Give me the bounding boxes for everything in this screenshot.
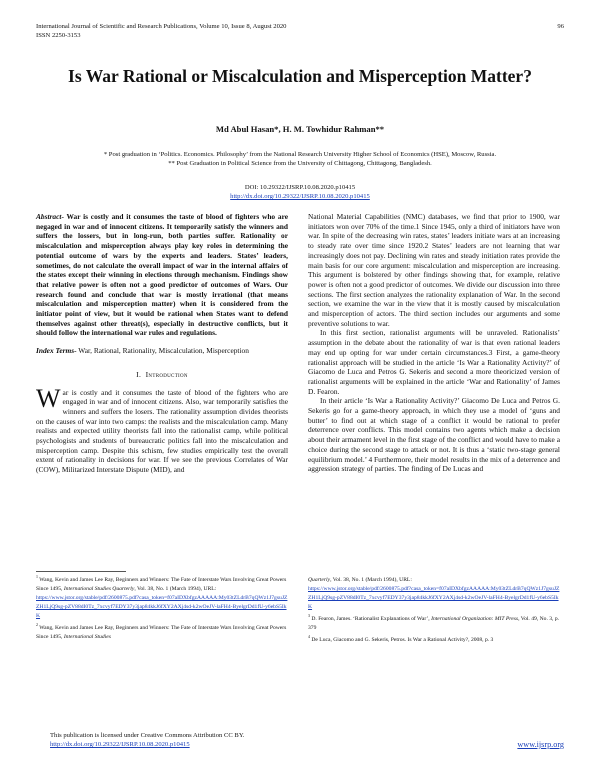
footnote-link[interactable]: https://www.jstor.org/stable/pdf/2600875.pdf?casa_token=f07aIDXbfgzAAAAA:My03tZLdrB7qQWz1J7gsuJZZH1LjQ9sg-pZV88dI0Tz_7xcvyf7EDY37y3jap84kkJ6fXY2AXj4sd-k2wOeJV-laFH4-ByelgrDd1fU-y6ebS5IkK: [308, 586, 560, 610]
right-column: [308, 212, 560, 474]
footnotes-left: [36, 576, 288, 645]
journal-site-link[interactable]: www.ijsrp.org: [517, 740, 564, 749]
section-title: Introduction: [145, 369, 188, 379]
index-terms-text: War, Rational, Rationality, Miscalculation, Misperception: [76, 346, 249, 356]
section-number: I.: [136, 369, 142, 379]
abstract: [36, 212, 288, 338]
authors: Md Abul Hasan*, H. M. Towhidur Rahman**: [215, 124, 385, 134]
section-heading: [36, 370, 288, 380]
license-footer: [50, 731, 244, 749]
abstract-label: Abstract-: [36, 212, 64, 221]
footnote: $^1$ Wang, Kevin and James Lee Ray, Beginners and Winners: The Fate of Interstate Wars Involving Great Powers Since 1495, International Studies Quarterly, Vol. 38, No. 1 (March 1994), URL: https://www.jstor.org/stable/pdf/2600875.pdf?casa_token=f07aIDXbfgzAAAAA:My03tZLdrB7qQWz1J7gsuJZZH1LjQ9sg-pZV88dI0Tz_7xcvyf7EDY37y3jap84kkJ6fXY2AXj4sd-k2wOeJV-laFH4-ByelgrDd1fU-y6ebS5IkK: [36, 575, 288, 619]
affiliation-2: ** Post Graduation in Political Science from the University of Chittagong, Chittagong, Bangladesh.: [168, 160, 432, 167]
journal-name: International Journal of Scientific and Research Publications, Volume 10, Issue 8, August 2020: [36, 23, 287, 30]
affiliation-1: * Post graduation in ‘Politics. Economics. Philosophy’ from the National Research University Higher School of Economics (HSE), Moscow, Russia.: [103, 151, 497, 158]
footnote-divider: [36, 571, 126, 572]
footnote: $^4$ De Luca, Giacomo and G. Sekeris, Petros. Is War a Rational Activity?, 2008, p. 3: [308, 635, 494, 643]
intro-text: ar is costly and it consumes the taste of blood of the fighters who are engaged in war and of innocent citizens. Also, war temporarily satisfies the winners and suffers the losers. The rationality assumption divides theorists on the causes of war into two camps: the realists and the miscalculation camp. Many realists and expected utility theorists fall into the rationalist camp, while political psychologists and students of bureaucratic politics fall into the miscalculation and misperception camp. Despite this schism, few studies empirically test the overall extent of rationality in decisions for war. If we see the previous Correlates of War (COW), Militarized Interstate Dispute (MID), and: [36, 387, 288, 475]
paragraph-3: In their article ‘Is War a Rationality Activity?’ Giacomo De Luca and Petros G. Sekeris go for a game-theory approach, in which they use a model of ‘guns and butter’ to find out at which stage of a conflict it would be rational to prefer deterrence over conflicts. This model contains two agents which make a decision about their armament level in the first stage of the conflict and would have to make a choice during the second stage to attack or not. It is thus a ‘static two-stage general equilibrium model.’ 4 Furthermore, their model results in the mix of a deterrence and aggression strategy of parties. The finding of De Lucas and: [308, 396, 560, 474]
paper-title: Is War Rational or Miscalculation and Misperception Matter?: [68, 66, 532, 86]
footnote-link[interactable]: https://www.jstor.org/stable/pdf/2600875.pdf?casa_token=f07aIDXbfgzAAAAA:My03tZLdrB7qQWz1J7gsuJZZH1LjQ9sg-pZV88dI0Tz_7xcvyf7EDY37y3jap84kkJ6fXY2AXj4sd-k2wOeJV-laFH4-ByelgrDd1fU-y6ebS5IkK: [36, 595, 288, 619]
left-column: [36, 212, 288, 475]
footnotes-right: [308, 576, 560, 648]
index-terms: [36, 346, 288, 356]
license-text: This publication is licensed under Creative Commons Attribution CC BY.: [50, 732, 245, 739]
affiliations: [36, 150, 564, 168]
paragraph-2: In this first section, rationalist arguments will be unraveled. Rationalists’ assumption in the debate about the rationality of war is that even rational leaders may end up opting for war under certain circumstances.3 First, a game-theory rationalist approach will be studied in the article ‘Is War a Rationality Activity?’ of Giacomo de Luca and Petros G. Sekeris and second a more theoricized version of rationalist arguments will be explained in the article ‘War and Rationality’ of James D. Fearon.: [308, 328, 560, 396]
footnote: $^3$ D. Fearon, James. ‘Rationalist Explanations of War’, International Organization: MIT Press, Vol. 49, No. 3, p. 379: [308, 614, 560, 631]
abstract-text: War is costly and it consumes the taste of blood of fighters who are negaged in war and of innocent citizens. It temporarily satisfy the winners and suffers the lossers, but in long-run, both parties suffer. Rationality or miscalculation and misperception always play key roles in determining the potential outcome of wars by the experts and leaders. States’ leaders, sometimes, do not calculate the overall impact of war in the internal affairs of the states except their winning in elections through mechanism. Findings show that relative power is often not a good predictor of outcomes of Wars. Our research found and conclude that war is mostly irrational (that means miscalculation and misperception matter) when it is considered from the initiator point of view, but it would be rational when States want to defend themselves against other threat(s), especially in destructive conflicts, but it should follow the international war rules and regulations.: [36, 212, 288, 338]
running-header: [36, 22, 564, 40]
page-number: 96: [557, 23, 564, 30]
footnote: $^2$ Wang, Kevin and James Lee Ray, Beginners and Winners: The Fate of Interstate Wars Involving Great Powers Since 1495, International Studies: [36, 623, 287, 640]
doi-block: [40, 183, 560, 201]
footer-doi-link[interactable]: http://dx.doi.org/10.29322/IJSRP.10.08.2020.p10415: [50, 741, 190, 748]
issn: ISSN 2250-3153: [36, 32, 81, 39]
intro-paragraph: [36, 383, 288, 475]
paragraph-1: National Material Capabilities (NMC) databases, we find that prior to 1900, war initiators won over 70% of the time.1 Since 1945, only a third of initiators have won war. In spite of the decreasing win rates, states’ leaders initiate wars at an increasing to steady rate over time since 1920.2 States’ leaders are not learning that war increasingly does not pay. Declining win rates and steady initiation rates provide the main basis for our core argument: miscalculation and misperception are increasing. This argument is bolstered by other findings showing that, for example, relative power is often not a good predictor of outcomes. We divide our discussion into three sections. The first section analyzes the rationality explanation of War. In the second section, we examine the war in the view that it is mostly caused by miscalculation and misperception of actors. The third section includes our arguments and some preventive solutions to war.: [308, 212, 560, 328]
drop-cap: W: [36, 383, 61, 413]
index-terms-label: Index Terms-: [36, 346, 77, 356]
doi-link[interactable]: http://dx.doi.org/10.29322/IJSRP.10.08.2020.p10415: [230, 193, 370, 200]
doi-label: DOI: 10.29322/IJSRP.10.08.2020.p10415: [244, 184, 356, 191]
footnote: Quarterly, Vol. 38, No. 1 (March 1994), URL: https://www.jstor.org/stable/pdf/2600875.pdf?casa_token=f07aIDXbfgzAAAAA:My03tZLdrB7qQWz1J7gsuJZZH1LjQ9sg-pZV88dI0Tz_7xcvyf7EDY37y3jap84kkJ6fXY2AXj4sd-k2wOeJV-laFH4-ByelgrDd1fU-y6ebS5IkK: [308, 577, 560, 610]
